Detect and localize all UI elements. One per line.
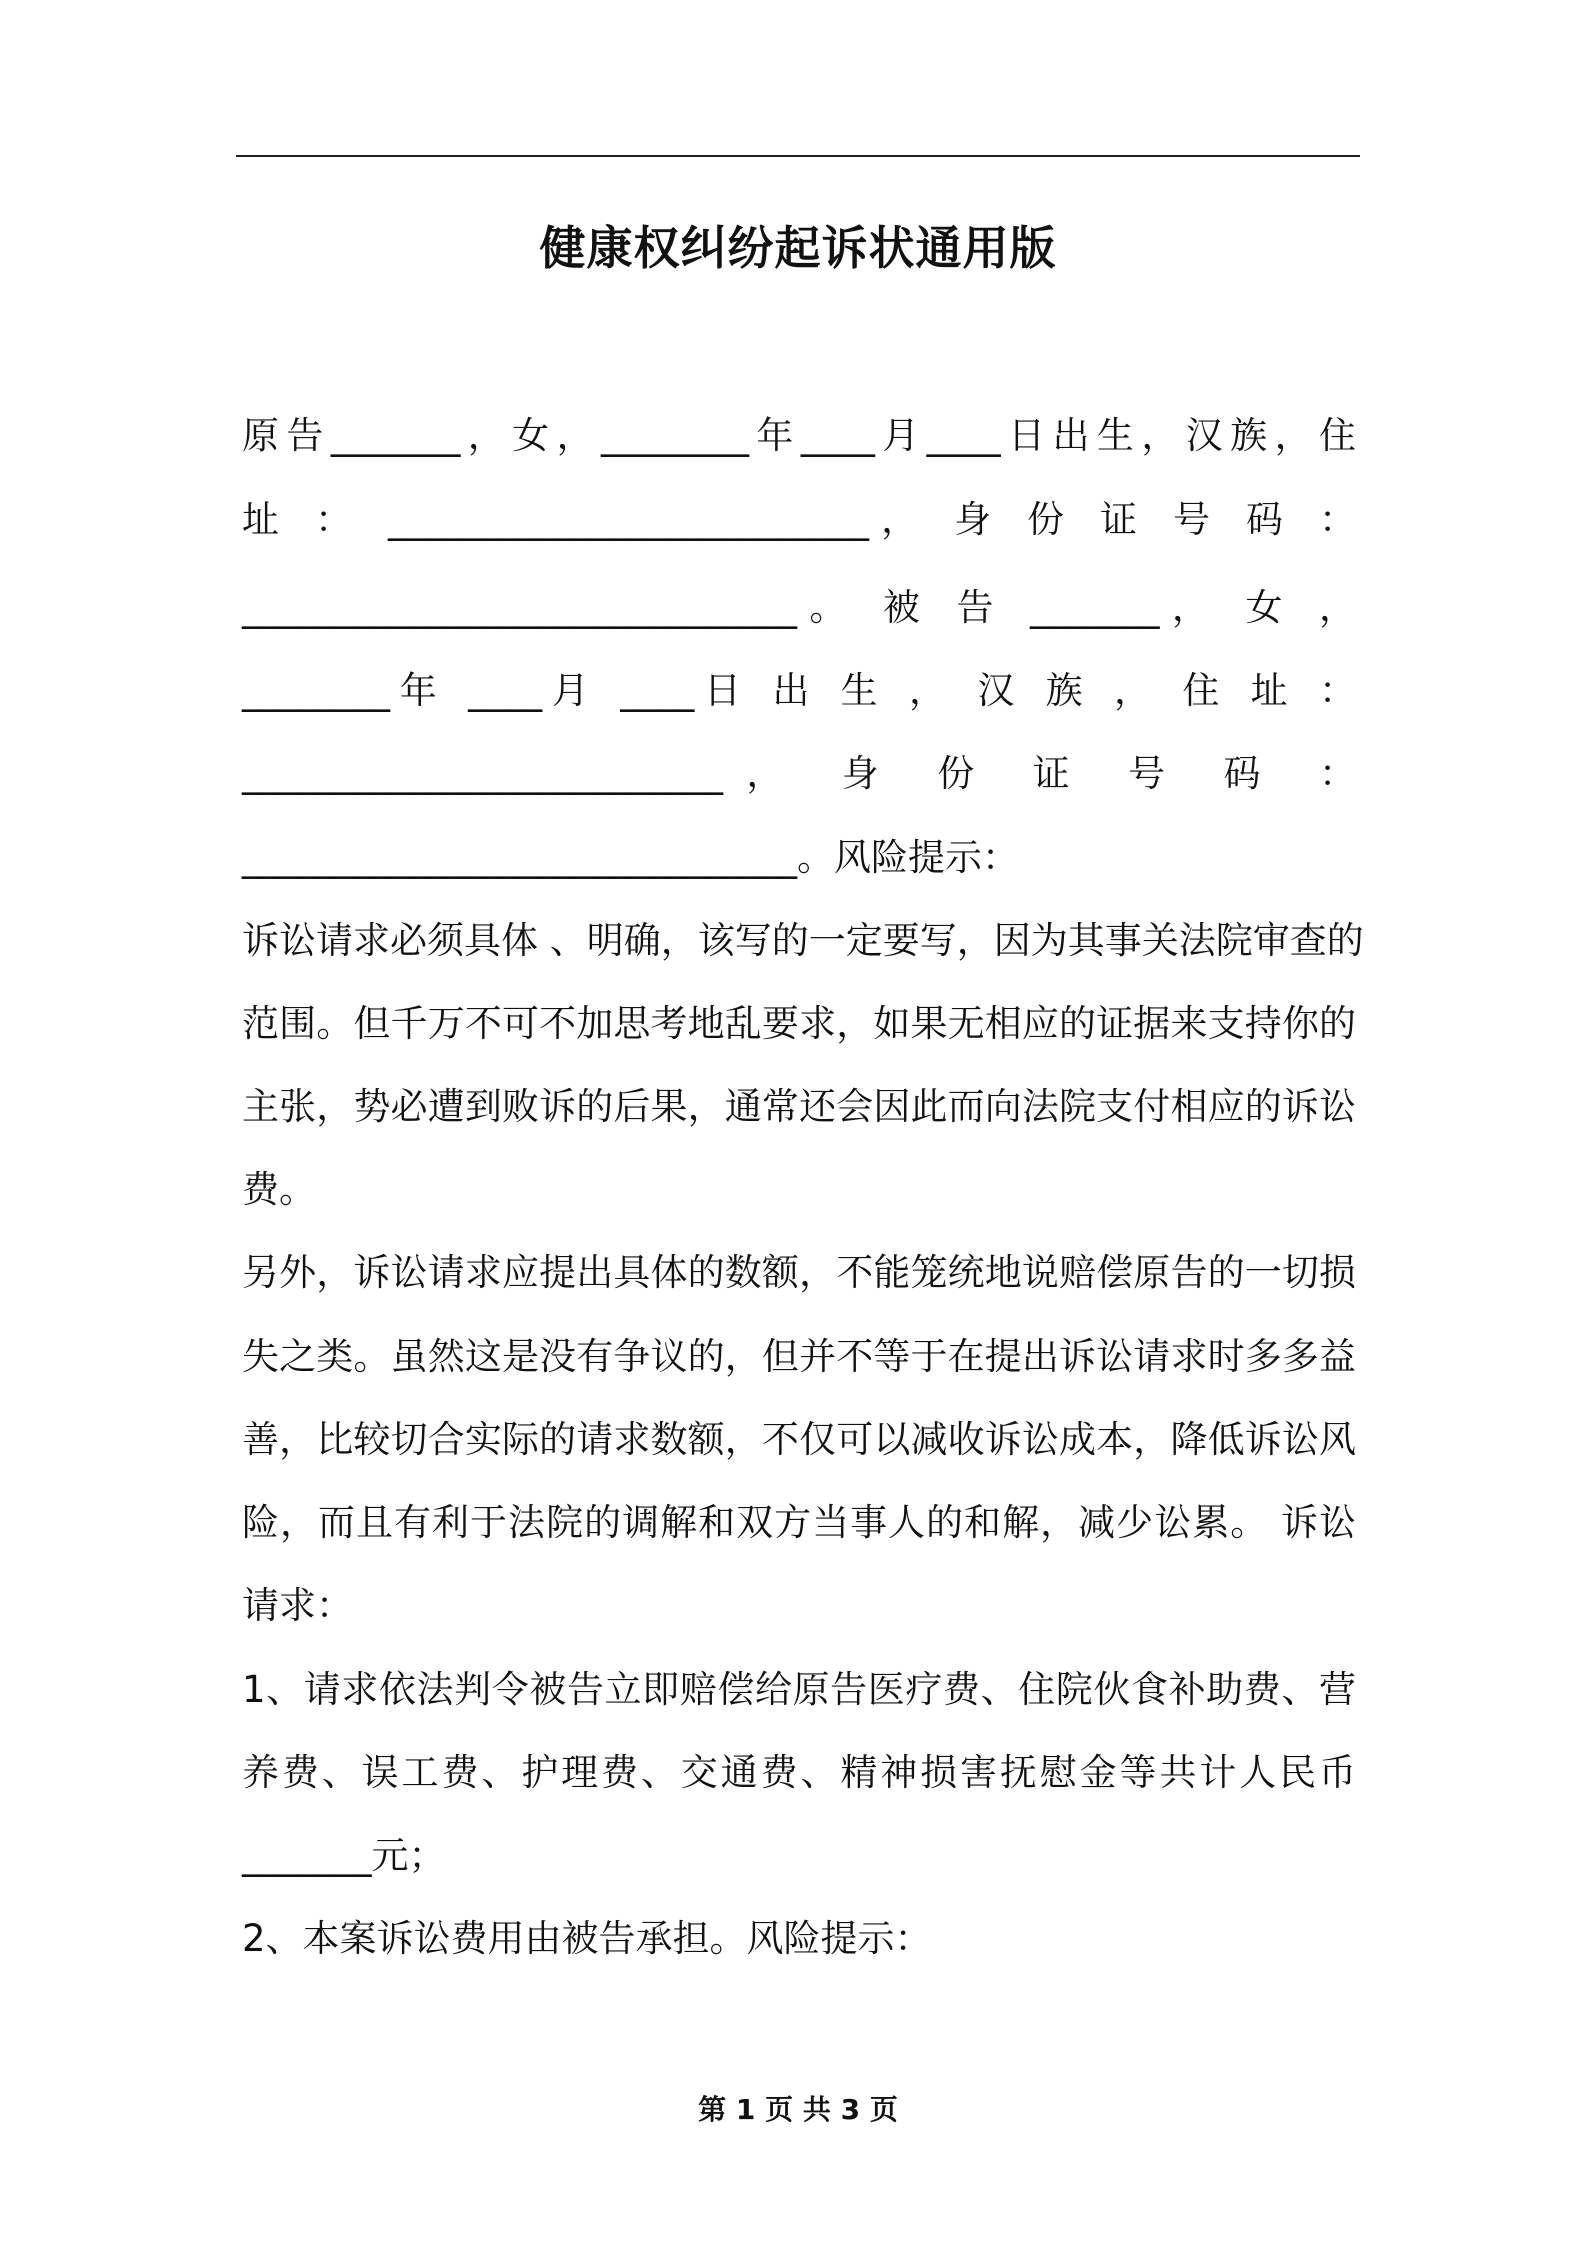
text-line: 失之类。虽然这是没有争议的，但并不等于在提出诉讼请求时多多益 (242, 1335, 1356, 1378)
text-line: 另外，诉讼请求应提出具体的数额，不能笼统地说赔偿原告的一切损 (242, 1251, 1356, 1294)
text-line: ______________________________。 被 告 _______， 女 ， (242, 586, 1356, 629)
text-line: ______________________________。风险提示： (242, 836, 1019, 879)
text-line: 诉讼请求必须具体 、明确，该写的一定要写，因为其事关法院审查的 (242, 919, 1364, 962)
text-line: 养费、误工费、护理费、交通费、精神损害抚慰金等共计人民币 (242, 1751, 1356, 1794)
text-line: 址 ： __________________________， 身 份 证 号 码 ： (242, 498, 1356, 541)
text-line: 请求： (242, 1584, 353, 1627)
text-line: 险，而且有利于法院的调解和双方当事人的和解，减少讼累。 诉讼 (242, 1501, 1356, 1544)
header-rule (236, 155, 1360, 157)
text-line: 费。 (242, 1168, 316, 1211)
text-line: _______元； (242, 1834, 446, 1877)
text-line: __________________________， 身 份 证 号 码 ： (242, 752, 1356, 795)
text-line: 2、本案诉讼费用由被告承担。风险提示： (242, 1917, 932, 1960)
text-line: 善，比较切合实际的请求数额，不仅可以减收诉讼成本，降低诉讼风 (242, 1418, 1356, 1461)
page-footer: 第 1 页 共 3 页 (698, 2093, 898, 2126)
text-line: 原告_______，女，________年____月____日出生，汉族，住 (242, 414, 1356, 457)
text-line: 范围。但千万不可不加思考地乱要求，如果无相应的证据来支持你的 (242, 1002, 1356, 1045)
text-line: ________年 ____月 ____日 出 生 ， 汉 族 ， 住 址 ： (242, 669, 1356, 712)
text-line: 1、请求依法判令被告立即赔偿给原告医疗费、住院伙食补助费、营 (242, 1668, 1356, 1711)
text-line: 主张，势必遭到败诉的后果，通常还会因此而向法院支付相应的诉讼 (242, 1085, 1356, 1128)
document-title: 健康权纠纷起诉状通用版 (539, 221, 1057, 275)
